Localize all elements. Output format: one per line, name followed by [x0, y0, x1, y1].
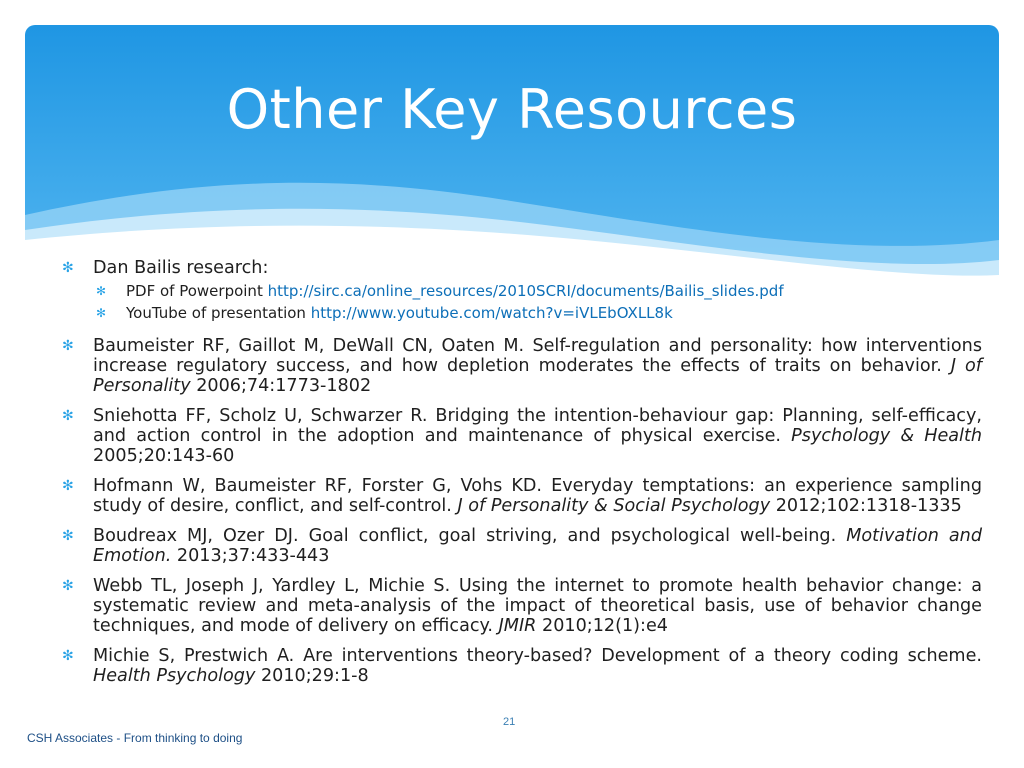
asterisk-bullet-icon: ✻ [96, 306, 107, 320]
list-item [62, 576, 982, 636]
asterisk-bullet-icon: ✻ [62, 260, 74, 276]
asterisk-bullet-icon: ✻ [62, 408, 74, 424]
citation-tail: 2012;102:1318-1335 [770, 496, 962, 516]
asterisk-bullet-icon: ✻ [96, 284, 107, 298]
asterisk-bullet-icon: ✻ [62, 338, 74, 354]
header-wave-graphic [25, 25, 999, 285]
citation-tail: 2005;20:143-60 [93, 446, 235, 466]
sub-item-label: PDF of Powerpoint [126, 282, 268, 300]
slide-title: Other Key Resources [226, 78, 798, 141]
sub-list-item [62, 280, 982, 302]
citation-text: Webb TL, Joseph J, Yardley L, Michie S. Using the internet to promote health behavior change: a systematic review and meta-analysis of the impact of theoretical basis, use of behavior change techniques, and mode of delivery on efficacy. [93, 576, 982, 636]
resource-list [62, 258, 982, 696]
citation-tail: 2010;12(1):e4 [536, 616, 668, 636]
citation-text: Hofmann W, Baumeister RF, Forster G, Vohs KD. Everyday temptations: an experience sampling study of desire, conflict, and self-control. [93, 476, 982, 516]
citation-journal: Motivation and Emotion. [93, 526, 982, 566]
sub-list [62, 280, 982, 324]
item-text: Dan Bailis research: [93, 258, 269, 278]
citation-text: Boudreax MJ, Ozer DJ. Goal conflict, goal striving, and psychological well-being. [93, 526, 847, 546]
list-item [62, 646, 982, 686]
asterisk-bullet-icon: ✻ [62, 578, 74, 594]
citation-tail: 2006;74:1773-1802 [190, 376, 372, 396]
asterisk-bullet-icon: ✻ [62, 528, 74, 544]
list-item [62, 258, 982, 278]
citation-text: Sniehotta FF, Scholz U, Schwarzer R. Bridging the intention-behaviour gap: Planning, self-efficacy, and action control in the adoption and maintenance of physical exercise. [93, 406, 982, 446]
list-item [62, 406, 982, 466]
sub-list-item [62, 302, 982, 324]
citation-journal: J of Personality [93, 356, 982, 396]
sub-item-label: YouTube of presentation [126, 304, 311, 322]
slide-header-banner [25, 25, 999, 285]
page-number: 21 [503, 716, 516, 728]
asterisk-bullet-icon: ✻ [62, 478, 74, 494]
list-item [62, 526, 982, 566]
citation-tail: 2010;29:1-8 [255, 666, 369, 686]
asterisk-bullet-icon: ✻ [62, 648, 74, 664]
youtube-link[interactable]: http://www.youtube.com/watch?v=iVLEbOXLL8k [310, 304, 673, 322]
list-item [62, 476, 982, 516]
list-item [62, 336, 982, 396]
citation-text: Baumeister RF, Gaillot M, DeWall CN, Oaten M. Self-regulation and personality: how interventions increase regulatory success, and how depletion moderates the effects of traits on behavior. [93, 336, 982, 376]
citation-journal: JMIR [498, 616, 537, 636]
pdf-link[interactable]: http://sirc.ca/online_resources/2010SCRI/documents/Bailis_slides.pdf [267, 282, 784, 300]
citation-text: Michie S, Prestwich A. Are interventions theory-based? Development of a theory coding scheme. [93, 646, 982, 666]
citation-tail: 2013;37:433-443 [171, 546, 330, 566]
footer-text: CSH Associates - From thinking to doing [27, 731, 243, 745]
citation-journal: Psychology & Health [791, 426, 982, 446]
citation-journal: Health Psychology [93, 666, 256, 686]
citation-journal: J of Personality & Social Psychology [457, 496, 771, 516]
